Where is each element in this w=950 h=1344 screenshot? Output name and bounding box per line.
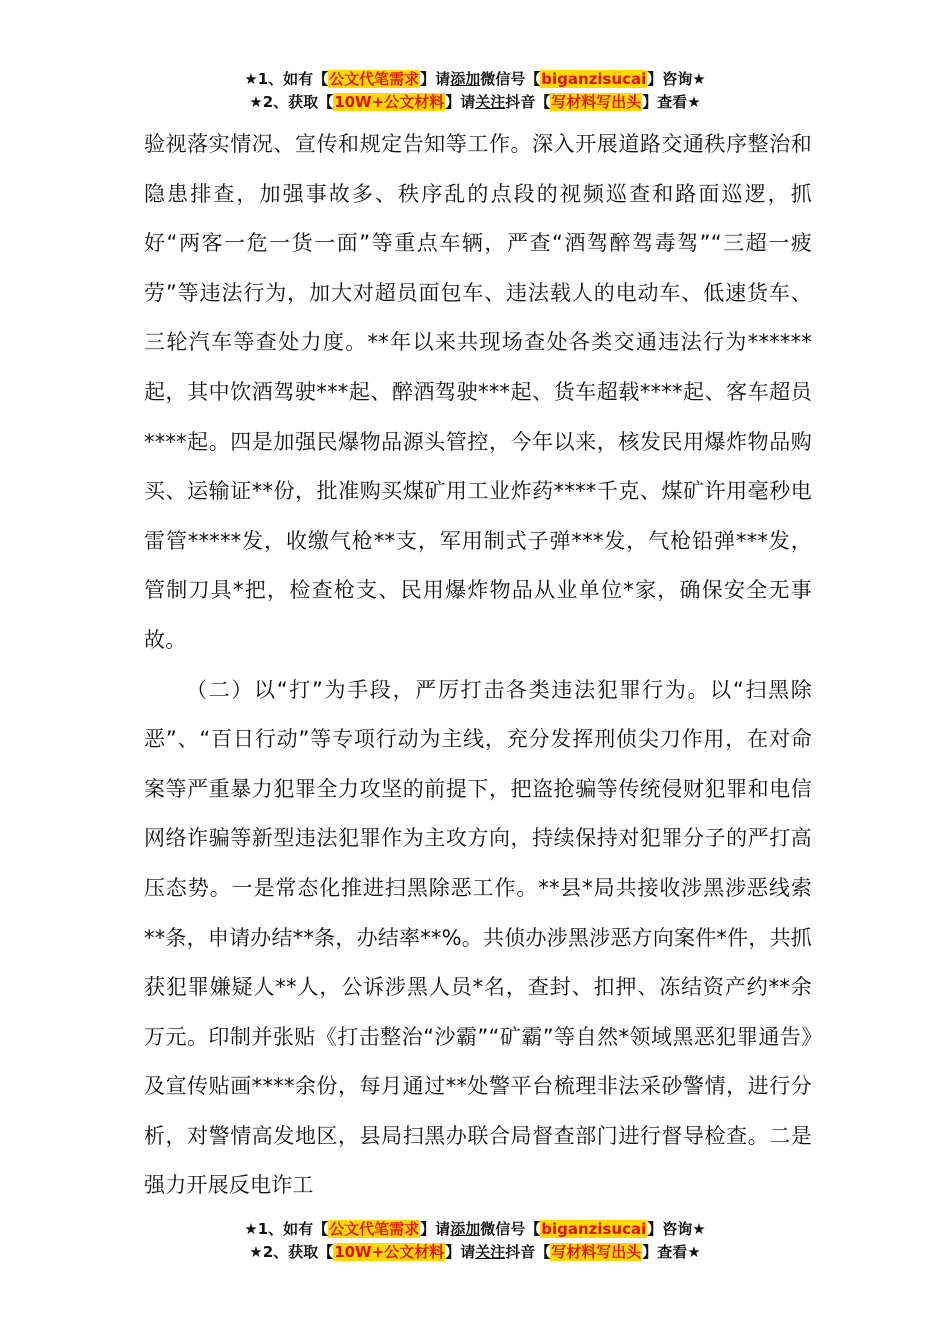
header-banner <box>0 68 950 114</box>
banner-line-2: ★2、获取【10W+公文材料】请关注抖音【写材料写出头】查看★ <box>249 93 701 111</box>
highlight-wechat-id: biganzisucai <box>541 1220 647 1238</box>
banner-line-2: ★2、获取【10W+公文材料】请关注抖音【写材料写出头】查看★ <box>249 1243 701 1261</box>
footer-banner <box>0 1218 950 1264</box>
highlight-service: 公文代笔需求 <box>329 70 420 88</box>
paragraph-1: 验视落实情况、宣传和规定告知等工作。深入开展道路交通秩序整治和隐患排查，加强事故多、秩序乱的点段的视频巡查和路面巡逻，抓好“两客一危一货一面”等重点车辆，严查“酒驾醉驾毒驾”“三超一疲劳”等违法行为，加大对超员面包车、违法载人的电动车、低速货车、三轮汽车等查处力度。**年以来共现场查处各类交通违法行为******起，其中饮酒驾驶***起、醉酒驾驶***起、货车超载****起、客车超员****起。四是加强民爆物品源头管控，今年以来，核发民用爆炸物品购买、运输证**份，批准购买煤矿用工业炸药****千克、煤矿许用毫秒电雷管*****发，收缴气枪**支，军用制式子弹***发，气枪铅弹***发，管制刀具*把，检查枪支、民用爆炸物品从业单位*家，确保安全无事故。 <box>144 132 812 652</box>
highlight-materials: 10W+公文材料 <box>334 93 445 111</box>
highlight-wechat-id: biganzisucai <box>541 70 647 88</box>
highlight-douyin-id: 写材料写出头 <box>551 1243 642 1261</box>
banner-line-1: ★1、如有【公文代笔需求】请添加微信号【biganzisucai】咨询★ <box>244 70 706 88</box>
paragraph-2: （二）以“打”为手段，严厉打击各类违法犯罪行为。以“扫黑除恶”、“百日行动”等专项行动为主线，充分发挥刑侦尖刀作用，在对命案等严重暴力犯罪全力攻坚的前提下，把盗抢骗等传统侵财犯罪和电信网络诈骗等新型违法犯罪作为主攻方向，持续保持对犯罪分子的严打高压态势。一是常态化推进扫黑除恶工作。**县*局共接收涉黑涉恶线索**条，申请办结**条，办结率**%。共侦办涉黑涉恶方向案件*件，共抓获犯罪嫌疑人**人，公诉涉黑人员*名，查封、扣押、冻结资产约**余万元。印制并张贴《打击整治“沙霸”“矿霸”等自然*领域黑恶犯罪通告》及宣传贴画****余份，每月通过**处警平台梳理非法采砂警情，进行分析，对警情高发地区，县局扫黑办联合局督查部门进行督导检查。二是强力开展反电诈工 <box>144 677 812 1198</box>
highlight-materials: 10W+公文材料 <box>334 1243 445 1261</box>
highlight-douyin-id: 写材料写出头 <box>551 93 642 111</box>
highlight-service: 公文代笔需求 <box>329 1220 420 1238</box>
document-body <box>144 120 812 1211</box>
banner-line-1: ★1、如有【公文代笔需求】请添加微信号【biganzisucai】咨询★ <box>244 1220 706 1238</box>
